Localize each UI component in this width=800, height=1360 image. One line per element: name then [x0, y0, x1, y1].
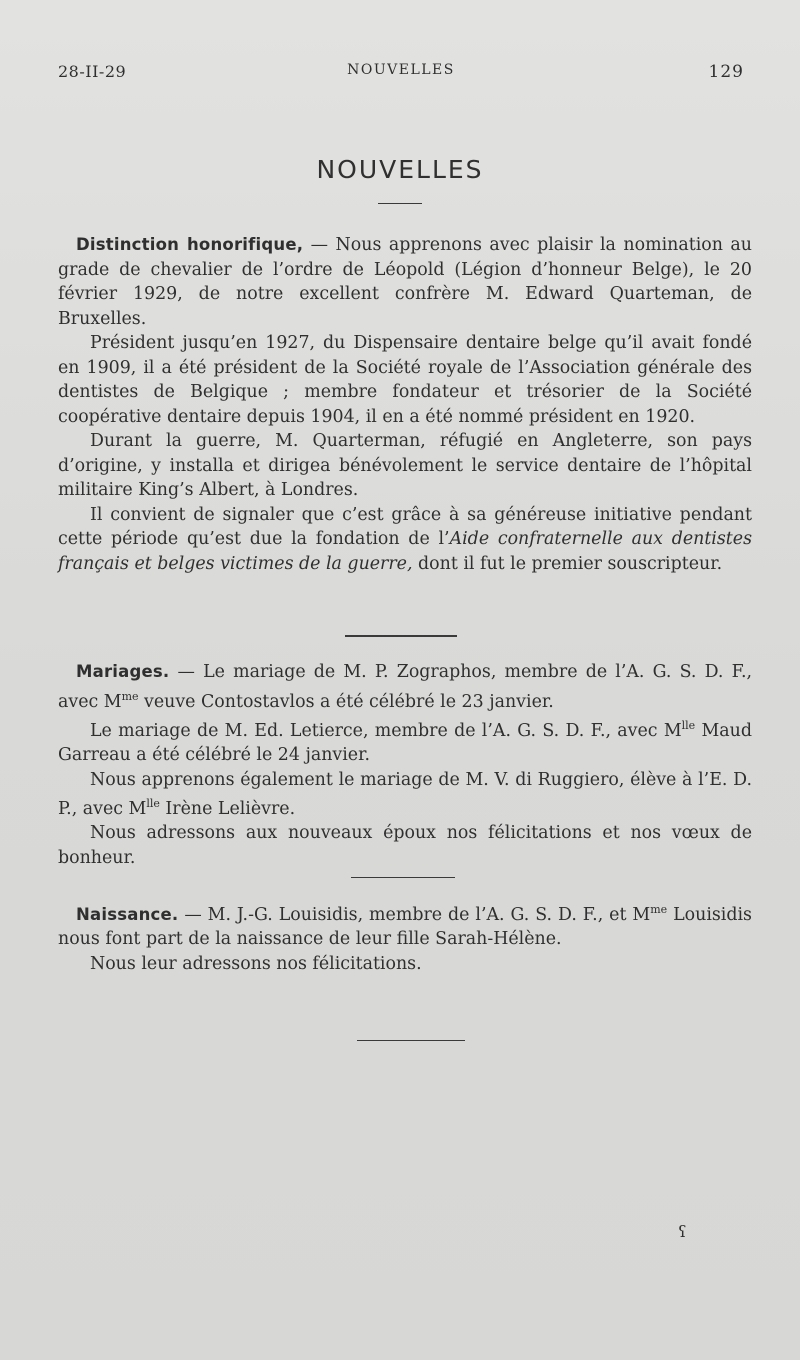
- mariages-text-1a: — Le mariage de M. P. Zographos, membre de l’A. G. S. D. F., avec M: [58, 662, 752, 712]
- mariages-text-3a: Nous apprenons également le mariage de M. V. di Ruggiero, élève à l’E. D. P., avec M: [58, 769, 752, 819]
- page-number: 129: [708, 62, 744, 82]
- mariages-text-2a: Le mariage de M. Ed. Letierce, membre de l’A. G. S. D. F., avec M: [90, 720, 682, 741]
- mariages-paragraph-2: [58, 714, 752, 768]
- distinction-italic-title: Aide confraternelle aux dentistes français et belges victimes de la guerre,: [58, 529, 753, 574]
- signature-mark: ʕ: [678, 1222, 687, 1241]
- mariages-sup-2: lle: [681, 718, 696, 732]
- naissance-sup-1: me: [650, 903, 668, 916]
- distinction-section: [58, 233, 752, 576]
- mariages-sup-3: lle: [146, 797, 160, 811]
- distinction-paragraph-1: [58, 233, 752, 331]
- naissance-paragraph-1: [58, 898, 752, 952]
- distinction-text-1: — Nous apprenons avec plaisir la nomination au grade de chevalier de l’ordre de Léopold (Légion d’honneur Belge), le 20 février 1929, de notre excellent confrère M. Edward Quarteman, de Bruxelles.: [58, 235, 752, 329]
- page-title: NOUVELLES: [316, 155, 484, 184]
- mariages-heading: Mariages.: [76, 662, 170, 681]
- naissance-text-1b: Louisidis nous font part de la naissance de leur fille Sarah-Hélène.: [58, 904, 752, 950]
- naissance-text-1a: — M. J.-G. Louisidis, membre de l’A. G. S. D. F., et M: [178, 904, 651, 925]
- naissance-heading: Naissance.: [76, 904, 179, 924]
- running-head: [58, 62, 744, 84]
- mariages-sup-1: me: [121, 689, 139, 703]
- distinction-paragraph-3: Durant la guerre, M. Quarterman, réfugié en Angleterre, son pays d’origine, y installa et dirigea bénévolement le service dentaire de l’hôpital militaire King’s Albert, à Londres.: [58, 431, 752, 500]
- end-divider: [357, 1040, 465, 1041]
- section-divider-1: [345, 635, 457, 637]
- section-divider-2: [351, 877, 455, 878]
- mariages-text-2b: Maud Garreau a été célébré le 24 janvier.: [58, 720, 752, 766]
- mariages-paragraph-4: Nous adressons aux nouveaux époux nos félicitations et nos vœux de bonheur.: [58, 823, 752, 868]
- header-date: 28-II-29: [58, 62, 127, 81]
- distinction-heading: Distinction honorifique,: [76, 235, 304, 254]
- mariages-text-3b: Irène Lelièvre.: [159, 798, 296, 819]
- header-section: NOUVELLES: [347, 62, 455, 78]
- title-divider: [378, 203, 422, 204]
- naissance-paragraph-2: Nous leur adressons nos félicitations.: [90, 953, 422, 974]
- mariages-paragraph-1: [58, 660, 752, 714]
- mariages-section: [58, 660, 752, 870]
- distinction-text-4a: Il convient de signaler que c’est grâce à sa généreuse initiative pendant cette période qu’est due la fondation de l’: [58, 504, 752, 549]
- distinction-paragraph-4: [58, 503, 752, 577]
- mariages-paragraph-3: [58, 768, 752, 822]
- mariages-text-1b: veuve Contostavlos a été célébré le 23 janvier.: [138, 691, 554, 712]
- naissance-section: [58, 898, 752, 976]
- distinction-text-4b: dont il fut le premier souscripteur.: [412, 553, 723, 574]
- distinction-paragraph-2: Président jusqu’en 1927, du Dispensaire dentaire belge qu’il avait fondé en 1909, il a été président de la Société royale de l’Association générale des dentistes de Belgique ; membre fondateur et trésorier de la Société coopérative dentaire depuis 1904, il en a été nommé président en 1920.: [58, 333, 752, 427]
